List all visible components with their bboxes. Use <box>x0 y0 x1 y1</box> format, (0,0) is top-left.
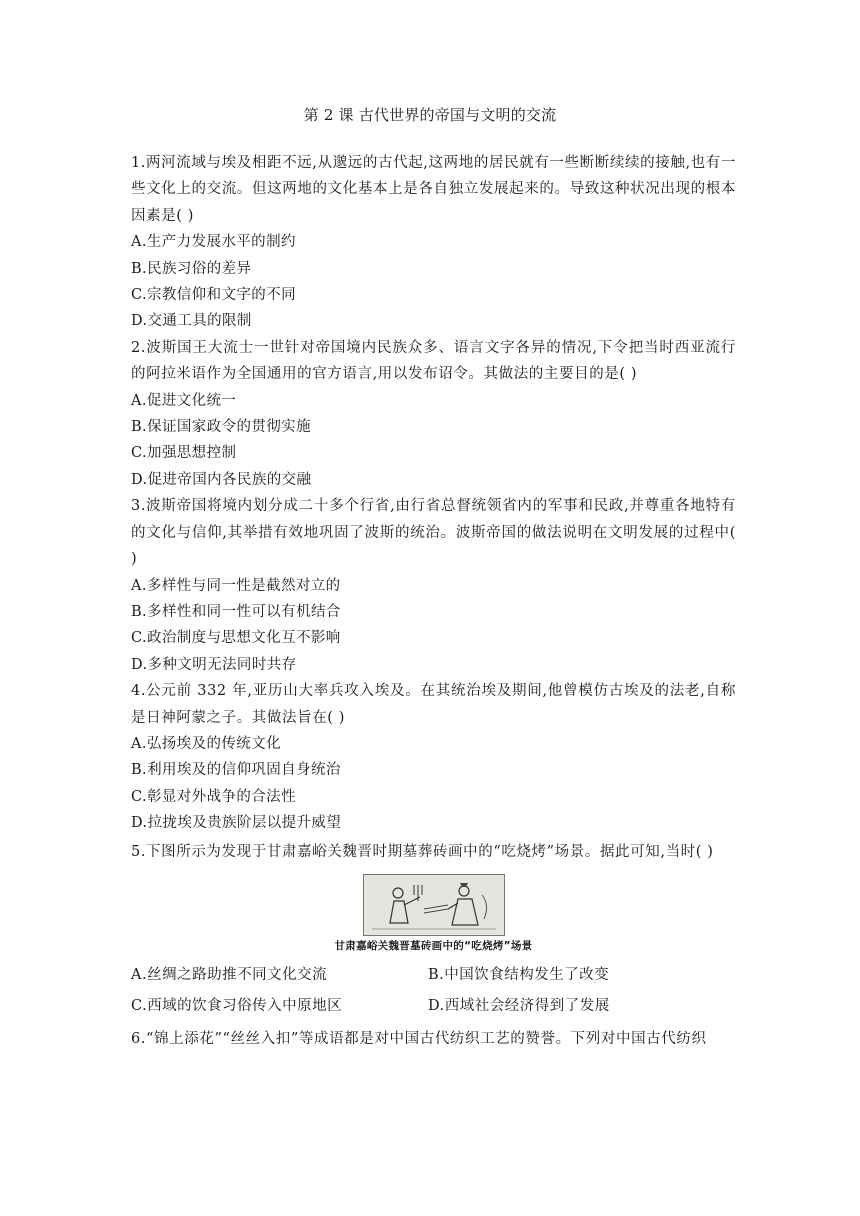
option-d: D.拉拢埃及贵族阶层以提升威望 <box>131 815 342 832</box>
question-4 <box>131 678 736 836</box>
option-a: A.多样性与同一性是截然对立的 <box>131 577 341 594</box>
question-6 <box>131 1026 736 1052</box>
option-a: A.促进文化统一 <box>131 392 237 409</box>
option-d: D.交通工具的限制 <box>131 313 252 330</box>
figure-caption: 甘肃嘉峪关魏晋墓砖画中的“吃烧烤”场景 <box>334 939 533 952</box>
question-1 <box>131 150 736 335</box>
mural-figure <box>131 874 736 954</box>
option-c: C.彰显对外战争的合法性 <box>131 788 296 805</box>
option-grid <box>131 960 736 1022</box>
question-stem: 3.波斯帝国将境内划分成二十多个行省,由行省总督统领省内的军事和民政,并尊重各地特有的文化与信仰,其举措有效地巩固了波斯的统治。波斯帝国的做法说明在文明发展的过程中( ) <box>131 498 736 568</box>
option-a: A.生产力发展水平的制约 <box>131 234 296 251</box>
question-list <box>131 150 736 1052</box>
question-2 <box>131 335 736 493</box>
option-d: D.西域社会经济得到了发展 <box>428 997 610 1014</box>
option-b: B.民族习俗的差异 <box>131 260 252 277</box>
lesson-title: 第 2 课 古代世界的帝国与文明的交流 <box>303 106 557 124</box>
brick-painting-icon <box>364 875 504 935</box>
question-stem: 2.波斯国王大流士一世针对帝国境内民族众多、语言文字各异的情况,下令把当时西亚流行的阿拉米语作为全国通用的官方语言,用以发布诏令。其做法的主要目的是( ) <box>131 339 736 383</box>
option-b: B.利用埃及的信仰巩固自身统治 <box>131 762 341 779</box>
question-stem: 1.两河流域与埃及相距不远,从邈远的古代起,这两地的居民就有一些断断续续的接触,也有一些文化上的交流。但这两地的文化基本上是各自独立发展起来的。导致这种状况出现的根本因素是( ) <box>131 155 736 224</box>
option-c: C.宗教信仰和文字的不同 <box>131 287 296 304</box>
option-a: A.丝绸之路助推不同文化交流 <box>131 966 328 983</box>
option-c: C.西域的饮食习俗传入中原地区 <box>131 997 343 1014</box>
option-b: B.保证国家政令的贯彻实施 <box>131 419 311 436</box>
option-c: C.加强思想控制 <box>131 445 237 462</box>
option-b: B.多样性和同一性可以有机结合 <box>131 603 341 620</box>
question-5 <box>131 839 736 1022</box>
option-c: C.政治制度与思想文化互不影响 <box>131 630 341 647</box>
option-a: A.弘扬埃及的传统文化 <box>131 735 281 752</box>
question-3 <box>131 493 736 678</box>
option-b: B.中国饮食结构发生了改变 <box>428 966 610 983</box>
question-stem: 6.“锦上添花”“丝丝入扣”等成语都是对中国古代纺织工艺的赞誉。下列对中国古代纺织 <box>131 1030 707 1047</box>
question-stem: 5.下图所示为发现于甘肃嘉峪关魏晋时期墓葬砖画中的“吃烧烤”场景。据此可知,当时( ) <box>131 843 714 860</box>
option-d: D.促进帝国内各民族的交融 <box>131 471 312 488</box>
tomb-mural-image <box>363 874 505 936</box>
question-stem: 4.公元前 332 年,亚历山大率兵攻入埃及。在其统治埃及期间,他曾模仿古埃及的法老,自称是日神阿蒙之子。其做法旨在( ) <box>131 683 736 726</box>
option-d: D.多种文明无法同时共存 <box>131 656 297 673</box>
